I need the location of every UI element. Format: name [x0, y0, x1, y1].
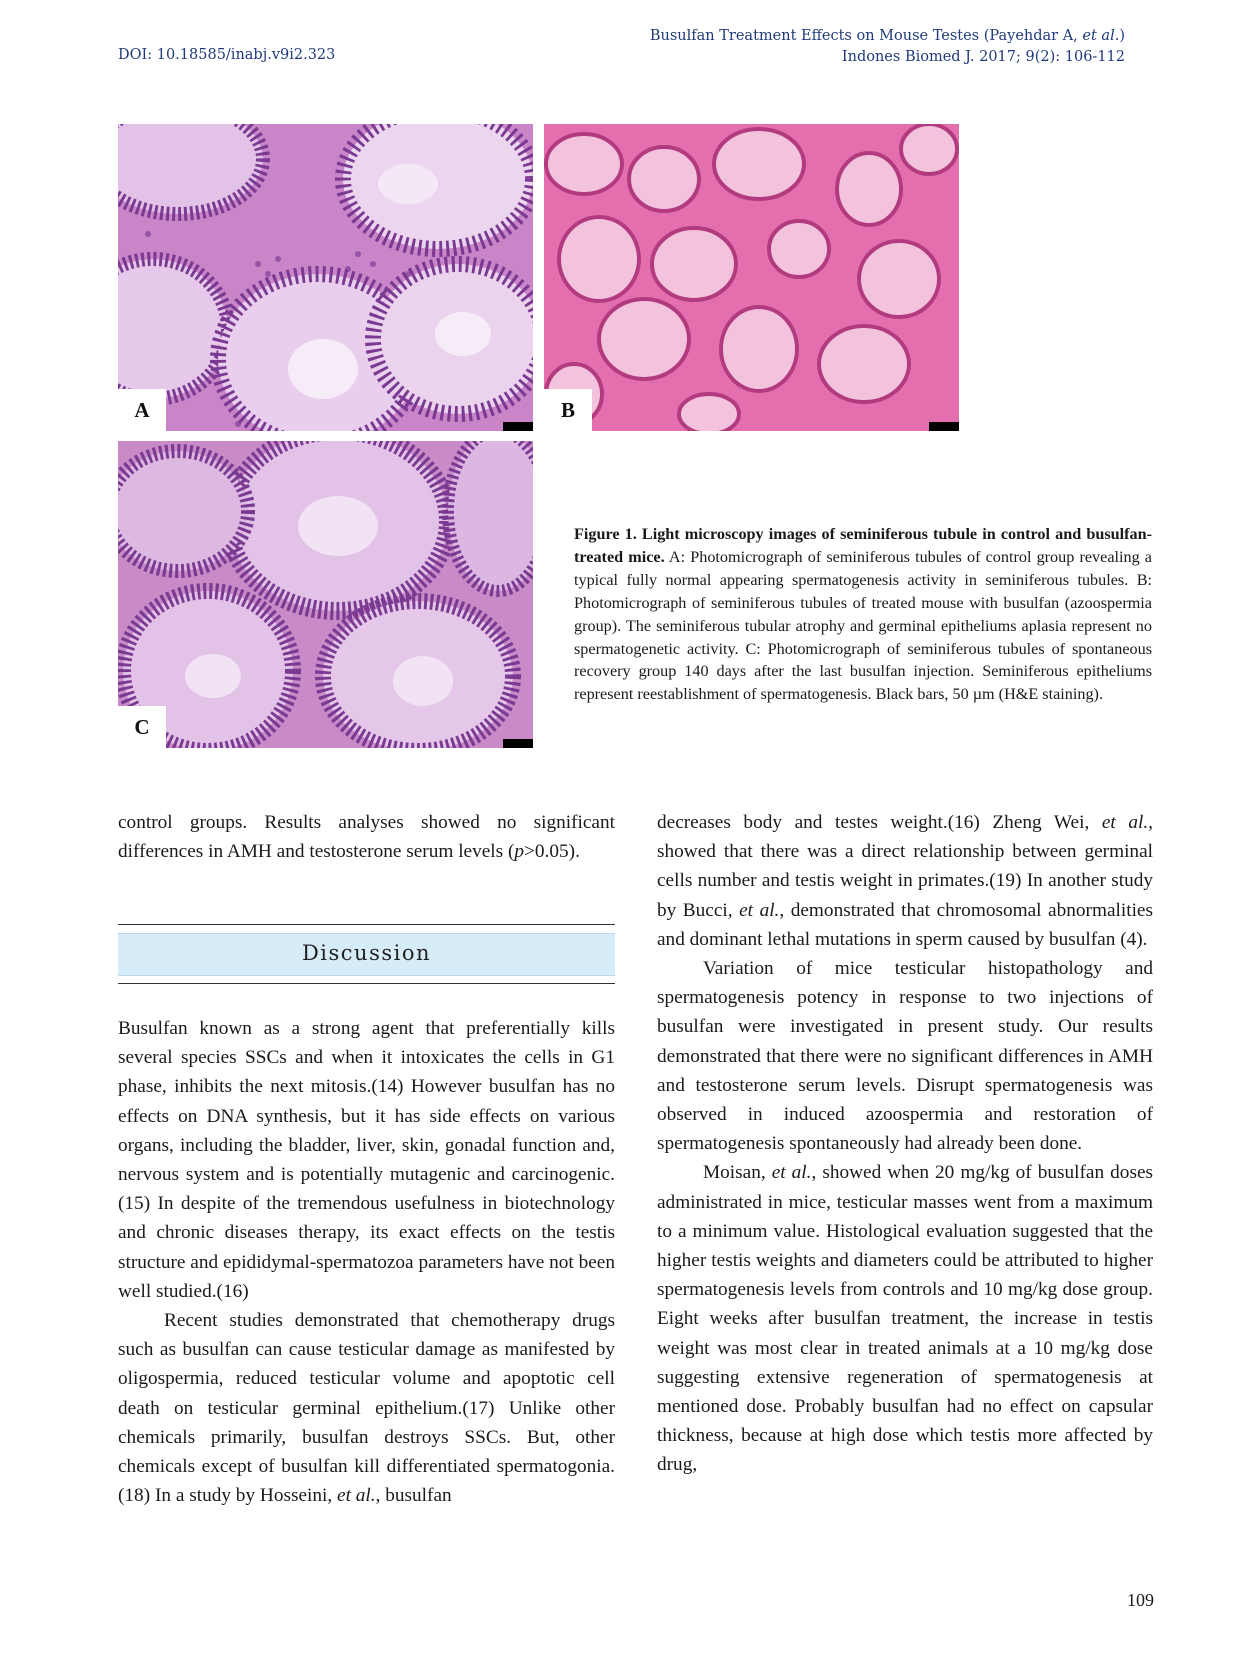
micrograph-panel-b [544, 124, 959, 431]
micrograph-panel-c [118, 441, 533, 748]
figure-caption [574, 523, 1152, 706]
paragraph: Moisan, et al., showed when 20 mg/kg of busulfan doses administrated in mice, testicular masses went from a maximum to a minimum value. Histological evaluation suggested that the higher testis weights and diameters could be attributed to higher spermatogenesis levels from controls and 10 mg/kg dose group. Eight weeks after busulfan treatment, the increase in testis weight was most clear in treated animals at a 10 mg/kg dose suggesting extensive regeneration of spermatogenesis at mentioned dose. Probably busulfan had no effect on capsular thickness, because at high dose which testis more affected by drug, [657, 1162, 1154, 1476]
running-header [650, 26, 1125, 68]
paragraph: control groups. Results analyses showed no significant differences in AMH and testosterone serum levels (p>0.05). [118, 812, 615, 863]
section-title: Discussion [301, 941, 432, 965]
panel-label-b: B [544, 389, 592, 431]
journal-citation: Indones Biomed J. 2017; 9(2): 106-112 [841, 49, 1125, 65]
section-heading-band [118, 924, 615, 984]
paragraph: Recent studies demonstrated that chemotherapy drugs such as busulfan can cause testicular damage as manifested by oligospermia, reduced testicular volume and apoptotic cell death on testicular germinal epithelium.(17) Unlike other chemicals primarily, busulfan destroys SSCs. But, other chemicals except of busulfan kill differentiated spermatogonia.(18) In a study by Hosseini, et al., busulfan [118, 1310, 615, 1507]
scale-bar [929, 422, 959, 431]
caption-body: A: Photomicrograph of seminiferous tubules of control group revealing a typical fully normal appearing spermatogenesis activity in seminiferous tubules. B: Photomicrograph of seminiferous tubules of treated mouse with busulfan (azoospermia group). The seminiferous tubular atrophy and germinal epitheliums aplasia represent no spermatogenetic activity. C: Photomicrograph of seminiferous tubules of spontaneous recovery group 140 days after the last busulfan injection. Seminiferous epitheliums represent reestablishment of spermatogenesis. Black bars, 50 µm (H&E staining). [574, 547, 1152, 704]
page-number: 109 [1127, 1590, 1154, 1610]
scale-bar [503, 422, 533, 431]
caption-title: Figure 1. Light microscopy images of seminiferous tubule in control and busulfan-treated mice. [574, 525, 1152, 566]
left-column-top [118, 808, 615, 866]
scale-bar [503, 739, 533, 748]
doi-line: DOI: 10.18585/inabj.v9i2.323 [118, 47, 336, 63]
paragraph: Variation of mice testicular histopathology and spermatogenesis potency in response to two injections of busulfan were investigated in present study. Our results demonstrated that there were no significant differences in AMH and testosterone serum levels. Disrupt spermatogenesis was observed in induced azoospermia and restoration of spermatogenesis spontaneously had already been done. [657, 958, 1153, 1155]
panel-label-a: A [118, 389, 166, 431]
panel-label-c: C [118, 706, 166, 748]
right-column [657, 808, 1153, 1480]
left-column-body [118, 1014, 615, 1510]
micrograph-panel-a [118, 124, 533, 431]
paragraph: Busulfan known as a strong agent that preferentially kills several species SSCs and when it intoxicates the cells in G1 phase, inhibits the next mitosis.(14) However busulfan has no effects on DNA synthesis, but it has side effects on various organs, including the bladder, liver, skin, gonadal function and, nervous system and is potentially mutagenic and carcinogenic.(15) In despite of the tremendous usefulness in biotechnology and chronic diseases therapy, its exact effects on the testis structure and epididymal-spermatozoa parameters have not been well studied.(16) [118, 1018, 615, 1302]
paragraph: decreases body and testes weight.(16) Zheng Wei, et al., showed that there was a direct relationship between germinal cells number and testis weight in primates.(19) In another study by Bucci, et al., demonstrated that chromosomal abnormalities and dominant lethal mutations in sperm caused by busulfan (4). [657, 812, 1154, 950]
running-title: Busulfan Treatment Effects on Mouse Testes (Payehdar A, et al.) [649, 28, 1125, 44]
